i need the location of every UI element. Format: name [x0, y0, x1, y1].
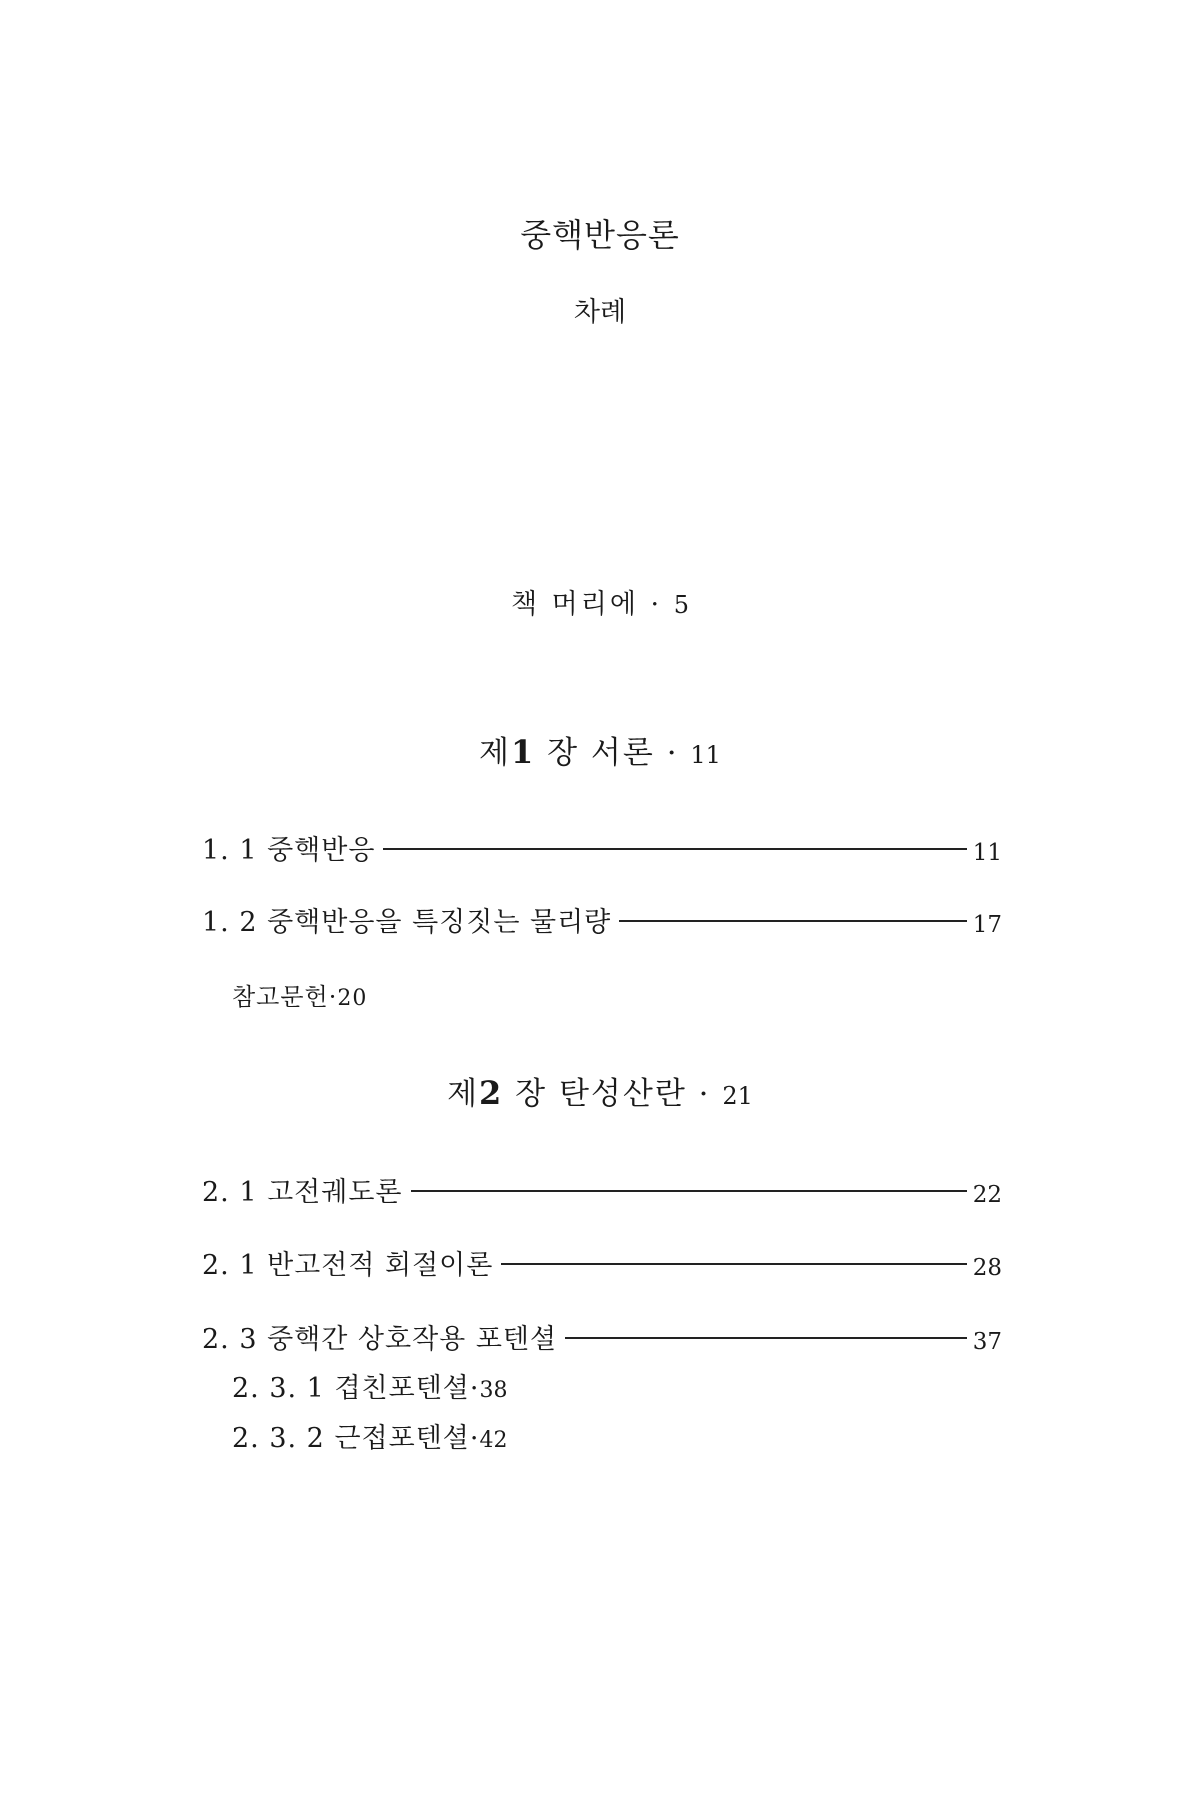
chapter-number: 2	[479, 1074, 504, 1112]
toc-entry-2-3	[202, 1317, 1002, 1356]
toc-preface-entry	[0, 582, 1200, 621]
chapter-page-number: 21	[722, 1082, 753, 1110]
leader-line	[565, 1337, 967, 1339]
entry-page-number: 17	[972, 911, 1002, 938]
entry-label: 2. 1 반고전적 회절이론	[202, 1250, 494, 1281]
entry-label: 2. 1 고전궤도론	[202, 1177, 403, 1208]
chapter-separator: ·	[666, 735, 679, 771]
chapter-prefix: 제	[479, 735, 511, 771]
toc-entry-1-2	[202, 900, 1002, 939]
subentry-label: 2. 3. 2 근접포텐셜	[232, 1423, 470, 1454]
references-entry	[232, 977, 367, 1012]
chapter-2-heading	[0, 1068, 1200, 1113]
leader-line	[383, 848, 966, 850]
toc-entry-1-1	[202, 828, 1002, 867]
chapter-title: 서론	[590, 735, 655, 771]
leader-line	[619, 920, 966, 922]
entry-page-number: 22	[972, 1181, 1002, 1208]
entry-page-number: 11	[972, 839, 1002, 866]
references-separator: ·	[328, 983, 338, 1011]
subentry-page-number: 42	[479, 1428, 508, 1453]
chapter-1-heading	[0, 727, 1200, 772]
chapter-prefix: 제	[447, 1076, 480, 1112]
chapter-suffix: 장	[515, 1076, 548, 1112]
leader-line	[501, 1263, 966, 1265]
toc-subentry-2-3-1	[232, 1366, 507, 1405]
toc-heading: 차례	[573, 297, 627, 328]
entry-page-number: 28	[972, 1254, 1002, 1281]
subentry-separator: ·	[469, 1423, 480, 1454]
leader-line	[411, 1190, 967, 1192]
toc-entry-2-1	[202, 1170, 1002, 1209]
entry-page-number: 37	[972, 1328, 1002, 1355]
preface-separator: ·	[650, 589, 663, 620]
references-page-number: 20	[337, 986, 368, 1011]
entry-label: 1. 2 중핵반응을 특징짓는 물리량	[202, 907, 612, 938]
chapter-title: 탄성산란	[558, 1076, 687, 1112]
chapter-number: 1	[510, 733, 536, 771]
subentry-separator: ·	[469, 1373, 480, 1404]
entry-label: 2. 3 중핵간 상호작용 포텐셜	[202, 1324, 558, 1355]
toc-subentry-2-3-2	[232, 1416, 507, 1455]
preface-page-number: 5	[673, 591, 689, 619]
subentry-page-number: 38	[479, 1378, 508, 1403]
references-label: 참고문헌	[232, 983, 329, 1011]
chapter-suffix: 장	[547, 735, 580, 771]
toc-entry-2-2	[202, 1243, 1002, 1282]
chapter-page-number: 11	[690, 741, 721, 769]
book-title: 중핵반응론	[520, 216, 680, 254]
preface-label: 책 머리에	[511, 589, 639, 620]
entry-label: 1. 1 중핵반응	[202, 835, 376, 866]
chapter-separator: ·	[698, 1076, 711, 1112]
subentry-label: 2. 3. 1 겹친포텐셜	[232, 1373, 470, 1404]
